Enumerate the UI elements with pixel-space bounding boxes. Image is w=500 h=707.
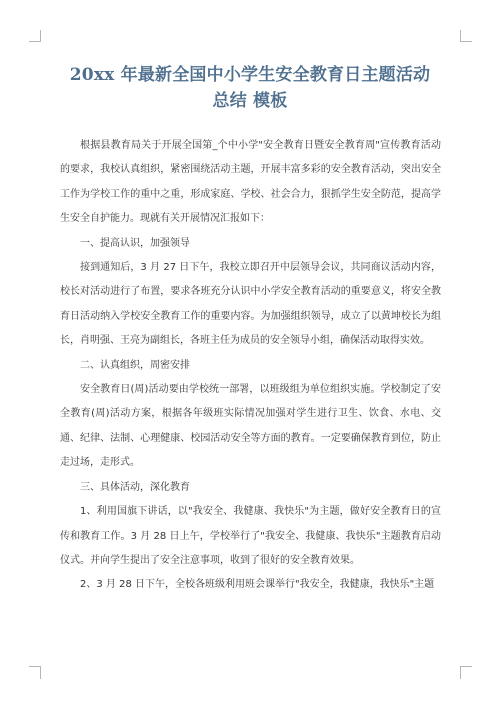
title-line-1 <box>40 62 460 88</box>
crop-mark-top-left-horizontal <box>29 41 41 42</box>
crop-mark-bottom-right-vertical <box>460 667 461 679</box>
section-heading-1: 一、提高认识，加强领导 <box>80 237 190 249</box>
crop-mark-bottom-left-horizontal <box>29 666 41 667</box>
intro-paragraph: 根据县教育局关于开展全国第_个中小学"安全教育日暨安全教育周"宣传教育活动的要求，我校认真组织，紧密围绕活动主题，开展丰富多彩的安全教育活动，突出安全工作为学校工作的重中之重，形成家庭、学校、社会合力，狠抓学生安全防范，提高学生安全自护能力。现就有关开展情况汇报如下： <box>60 140 441 225</box>
crop-mark-bottom-right-horizontal <box>460 666 472 667</box>
section-2-paragraph: 安全教育日(周)活动要由学校统一部署，以班级组为单位组织实施。学校制定了安全教育(周)活动方案，根据各年级班实际情况加强对学生进行卫生、饮食、水电、交通、纪律、法制、心理健康、校园活动安全等方面的教育。一定要确保教育到位，防止走过场，走形式。 <box>60 384 441 469</box>
section-1-paragraph: 接到通知后，3 月 27 日下午，我校立即召开中层领导会议，共同商议活动内容，校长对活动进行了布置，要求各班充分认识中小学安全教育活动的重要意义，将安全教育日活动纳入学校安全教育工作的重要内容。为加强组织领导，成立了以黄坤校长为组长，肖明强、王亮为副组长，各班主任为成员的安全领导小组，确保活动取得实效。 <box>60 262 441 347</box>
document-title <box>40 62 460 114</box>
title-main-text: 年最新全国中小学生安全教育日主题活动 <box>114 65 431 85</box>
section-heading-2: 二、认真组织，周密安排 <box>80 359 190 371</box>
title-year: 20xx <box>69 65 115 85</box>
crop-mark-top-right-horizontal <box>460 41 472 42</box>
document-body <box>60 134 441 598</box>
section-3-item-2: 2、3 月 28 日下午，全校各班级利用班会课举行"我安全，我健康，我快乐"主题 <box>80 579 435 591</box>
section-heading-3: 三、具体活动，深化教育 <box>80 481 190 493</box>
section-3-item-1: 1、利用国旗下讲话，以"我安全、我健康、我快乐"为主题，做好安全教育日的宣传和教育工作。3 月 28 日上午，学校举行了"我安全、我健康、我快乐"主题教育启动仪式。并向学生提出了安全注意事项，收到了很好的安全教育效果。 <box>60 506 441 566</box>
title-line-2: 总结 模板 <box>212 91 288 111</box>
crop-mark-bottom-left-vertical <box>40 667 41 679</box>
